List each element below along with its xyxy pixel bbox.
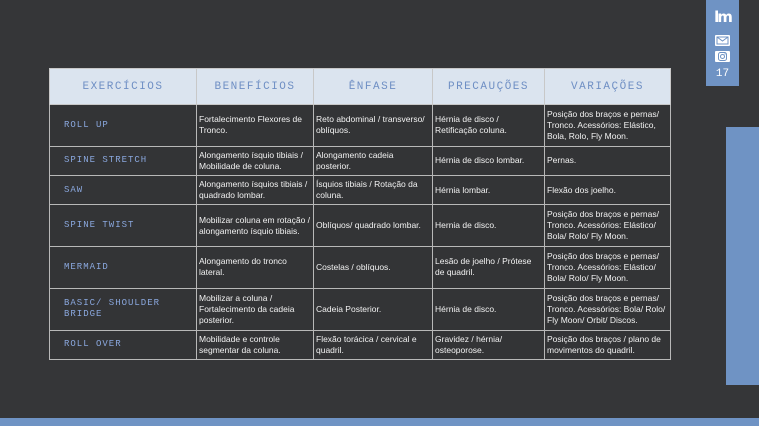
benefit-cell: Mobilizar coluna em rotação / alongamento ísquio tibiais.	[197, 205, 314, 247]
table-row	[50, 176, 671, 205]
emphasis-cell: Ísquios tibiais / Rotação da coluna.	[314, 176, 433, 205]
header-exercicios: EXERCÍCIOS	[50, 69, 197, 105]
table-row	[50, 205, 671, 247]
precaution-cell: Lesão de joelho / Prótese de quadril.	[433, 247, 545, 289]
benefit-cell: Alongamento do tronco lateral.	[197, 247, 314, 289]
emphasis-cell: Reto abdominal / transverso/ oblíquos.	[314, 105, 433, 147]
envelope-icon[interactable]	[715, 35, 730, 46]
instagram-icon[interactable]	[715, 51, 730, 62]
variation-cell: Posição dos braços e pernas/ Tronco. Acessórios: Elástico/ Bola/ Rolo/ Fly Moon.	[545, 205, 671, 247]
header-enfase: ÊNFASE	[314, 69, 433, 105]
emphasis-cell: Flexão torácica / cervical e quadril.	[314, 330, 433, 359]
benefit-cell: Fortalecimento Flexores de Tronco.	[197, 105, 314, 147]
emphasis-cell: Cadeia Posterior.	[314, 288, 433, 330]
precaution-cell: Gravidez / hérnia/ osteoporose.	[433, 330, 545, 359]
variation-cell: Posição dos braços e pernas/ Tronco. Acessórios: Elástico/ Bola/ Rolo/ Fly Moon.	[545, 247, 671, 289]
exercise-cell: ROLL OVER	[50, 330, 197, 359]
precaution-cell: Hérnia de disco.	[433, 288, 545, 330]
benefit-cell: Alongamento ísquios tibiais / quadrado lombar.	[197, 176, 314, 205]
table-header-row	[50, 69, 671, 105]
table-row	[50, 105, 671, 147]
bottom-accent-bar	[0, 418, 759, 426]
exercise-cell: MERMAID	[50, 247, 197, 289]
table-row	[50, 288, 671, 330]
exercise-cell: SAW	[50, 176, 197, 205]
variation-cell: Flexão dos joelho.	[545, 176, 671, 205]
exercise-table	[49, 68, 671, 360]
exercise-cell: SPINE TWIST	[50, 205, 197, 247]
variation-cell: Posição dos braços e pernas/ Tronco. Acessórios: Bola/ Rolo/ Fly Moon/ Orbit/ Discos.	[545, 288, 671, 330]
emphasis-cell: Alongamento cadeia posterior.	[314, 146, 433, 175]
side-accent-bar	[726, 127, 759, 385]
emphasis-cell: Oblíquos/ quadrado lombar.	[314, 205, 433, 247]
precaution-cell: Hérnia lombar.	[433, 176, 545, 205]
variation-cell: Posição dos braços e pernas/ Tronco. Acessórios: Elástico, Bola, Rolo, Fly Moon.	[545, 105, 671, 147]
benefit-cell: Mobilidade e controle segmentar da coluna.	[197, 330, 314, 359]
emphasis-cell: Costelas / oblíquos.	[314, 247, 433, 289]
precaution-cell: Hérnia de disco lombar.	[433, 146, 545, 175]
precaution-cell: Hérnia de disco / Retificação coluna.	[433, 105, 545, 147]
table-row	[50, 330, 671, 359]
exercise-cell: ROLL UP	[50, 105, 197, 147]
page-number: 17	[715, 68, 730, 80]
variation-cell: Pernas.	[545, 146, 671, 175]
header-precaucoes: PRECAUÇÕES	[433, 69, 545, 105]
precaution-cell: Hernia de disco.	[433, 205, 545, 247]
header-variacoes: VARIAÇÕES	[545, 69, 671, 105]
table-row	[50, 146, 671, 175]
page-badge	[706, 0, 739, 86]
header-beneficios: BENEFÍCIOS	[197, 69, 314, 105]
variation-cell: Posição dos braços / plano de movimentos do quadril.	[545, 330, 671, 359]
exercise-cell: SPINE STRETCH	[50, 146, 197, 175]
table-row	[50, 247, 671, 289]
benefit-cell: Mobilizar a coluna / Fortalecimento da cadeia posterior.	[197, 288, 314, 330]
exercise-cell: BASIC/ SHOULDER BRIDGE	[50, 288, 197, 330]
benefit-cell: Alongamento ísquio tibiais / Mobilidade de coluna.	[197, 146, 314, 175]
brand-logo: lm	[714, 8, 731, 26]
